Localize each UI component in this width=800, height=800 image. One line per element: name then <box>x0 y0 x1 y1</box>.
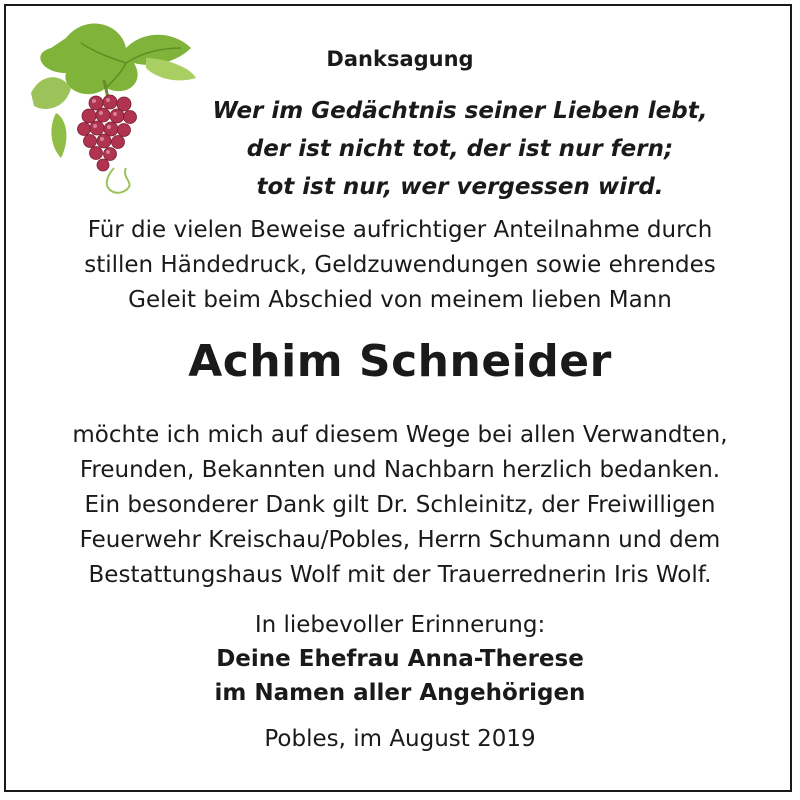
signature-line: Deine Ehefrau Anna-Therese <box>216 646 584 672</box>
intro-line: Geleit beim Abschied von meinem lieben Mann <box>128 287 672 313</box>
quote-line: Wer im Gedächtnis seiner Lieben lebt, <box>212 98 708 124</box>
intro-paragraph <box>0 213 800 318</box>
remembrance-line: In liebevoller Erinnerung: <box>254 612 546 638</box>
intro-line: stillen Händedruck, Geldzuwendungen sowie ehrendes <box>84 252 716 278</box>
quote-line: der ist nicht tot, der ist nur fern; <box>246 136 674 162</box>
thanks-paragraph <box>0 418 800 593</box>
quote-line: tot ist nur, wer vergessen wird. <box>256 174 664 200</box>
heading-danksagung: Danksagung <box>326 47 474 71</box>
place-date: Pobles, im August 2019 <box>264 726 536 752</box>
thanks-line: Freunden, Bekannten und Nachbarn herzlich bedanken. <box>79 457 721 483</box>
thanks-line: Ein besonderer Dank gilt Dr. Schleinitz, der Freiwilligen <box>84 492 716 518</box>
deceased-name: Achim Schneider <box>188 336 612 387</box>
thanks-line: Feuerwehr Kreischau/Pobles, Herrn Schumann und dem <box>79 527 721 553</box>
thanks-line: Bestattungshaus Wolf mit der Trauerrednerin Iris Wolf. <box>88 562 712 588</box>
closing-section <box>0 608 800 710</box>
intro-line: Für die vielen Beweise aufrichtiger Anteilnahme durch <box>87 217 713 243</box>
memorial-quote <box>120 92 800 206</box>
thanks-line: möchte ich mich auf diesem Wege bei allen Verwandten, <box>72 422 728 448</box>
signature-line: im Namen aller Angehörigen <box>214 680 586 706</box>
